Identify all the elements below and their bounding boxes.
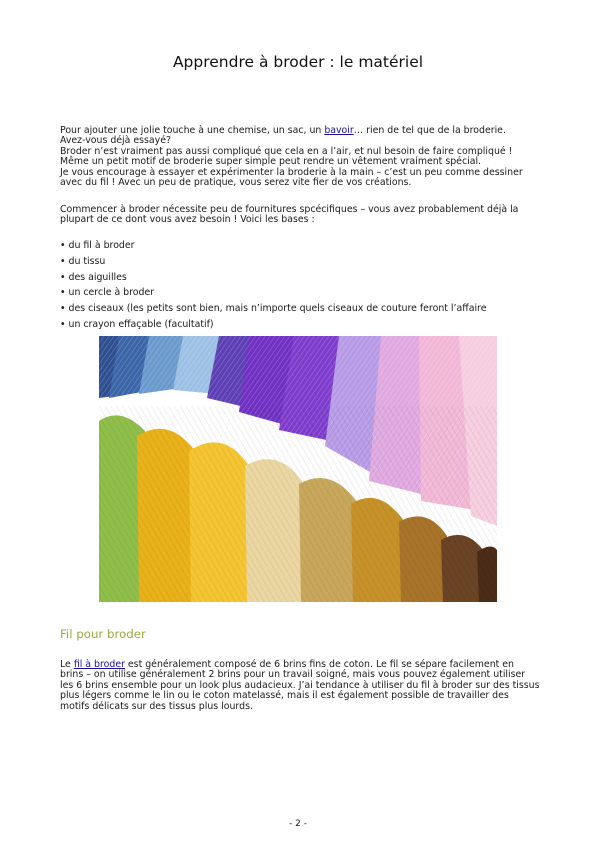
page-title: Apprendre à broder : le matériel <box>172 53 424 71</box>
bottom-row-skeins <box>99 406 497 602</box>
thread-skeins-illustration <box>99 336 497 602</box>
intro-paragraph <box>60 126 540 188</box>
list-item: • un crayon effaçable (facultatif) <box>60 318 214 330</box>
intro-line-4: Je vous encourage à essayer et expérimenter la broderie à la main – c’est un peu comme dessiner avec du fil ! Avec un peu de pratique, vous serez vite fier de vos créations. <box>60 166 523 189</box>
page-number: - 2 - <box>289 819 307 829</box>
list-item: • du tissu <box>60 255 106 267</box>
supplies-intro-text: Commencer à broder nécessite peu de fournitures spcécifiques – vous avez probablement déjà la plupart de ce dont vous avez besoin ! Voici les bases : <box>60 204 519 226</box>
supplies-intro <box>60 205 540 226</box>
embroidery-thread-photo <box>99 336 497 602</box>
thread-paragraph <box>60 660 540 712</box>
list-item: • des ciseaux (les petits sont bien, mais n’importe quels ciseaux de couture feront l’affaire <box>60 303 487 315</box>
fil-a-broder-link[interactable]: fil à broder <box>73 659 125 670</box>
bavoir-link[interactable]: bavoir <box>324 125 354 136</box>
thread-paragraph-text: Le fil à broder est généralement composé de 6 brins fins de coton. Le fil se sépare facilement en brins – on utilise généralement 2 brins pour un travail soigné, mais vous pouvez également utiliser les 6 brins ensemble pour un look plus audacieux. J’ai tendance à utiliser du fil à broder sur des tissus plus légers comme le lin ou le coton matelassé, mais il est également possible de travailler des motifs délicats sur des tissus plus lourds. <box>60 659 540 712</box>
list-item: • du fil à broder <box>60 240 135 251</box>
list-item: • un cercle à broder <box>60 287 155 299</box>
supplies-list <box>60 241 486 336</box>
intro-line-1: Pour ajouter une jolie touche à une chemise, un sac, un bavoir… rien de tel que de la broderie. <box>60 125 506 136</box>
intro-line-3: Broder n’est vraiment pas aussi compliqué que cela en a l’air, et nul besoin de faire compliqué ! Même un petit motif de broderie super simple peut rendre un vêtement vraiment spécial. <box>60 145 513 168</box>
section-title: Fil pour broder <box>60 627 146 641</box>
intro-line-2: Avez-vous déjà essayé? <box>60 135 171 147</box>
list-item: • des aiguilles <box>60 271 127 283</box>
